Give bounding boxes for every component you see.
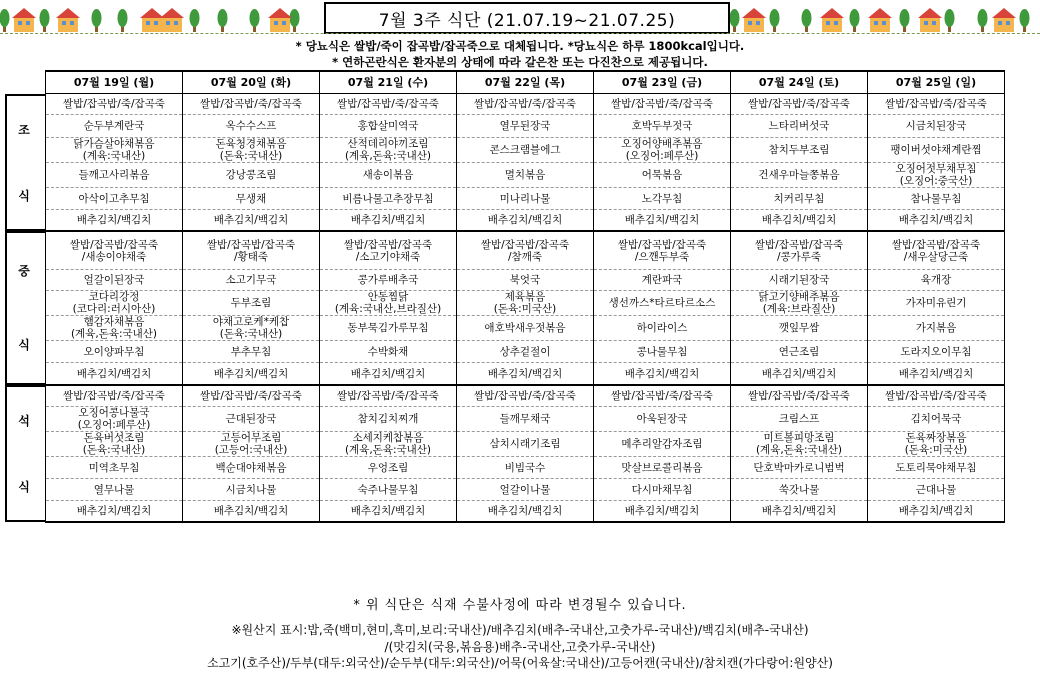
menu-cell — [320, 231, 457, 270]
dish-origin: (코다리:러시아산) — [72, 303, 156, 315]
menu-cell: 쌀밥/잡곡밥/죽/잡곡죽 — [46, 385, 183, 407]
menu-cell: 배추김치/백김치 — [183, 501, 320, 523]
menu-cell: 쌀밥/잡곡밥/죽/잡곡죽 — [320, 385, 457, 407]
menu-cell: 비빔국수 — [457, 457, 594, 479]
dish-name: 닭고기양배추볶음 — [758, 291, 840, 303]
menu-cell: 쌀밥/잡곡밥/죽/잡곡죽 — [868, 385, 1005, 407]
menu-cell: 새송이볶음 — [320, 163, 457, 188]
menu-cell: 호박두부젓국 — [594, 115, 731, 138]
menu-cell: 노각무침 — [594, 188, 731, 210]
origin-line-3: 소고기(호주산)/두부(대두:외국산)/순두부(대두:외국산)/어묵(어육살:국내산)/고등어캔(국내산)/참치캔(가다랑어:원양산) — [207, 656, 833, 670]
menu-cell: 배추김치/백김치 — [320, 210, 457, 232]
dish-origin: /새우살당근죽 — [903, 250, 969, 263]
dish-origin: (돈육:국내산) — [219, 150, 283, 162]
menu-cell: 들깨고사리볶음 — [46, 163, 183, 188]
menu-cell: 미나리나물 — [457, 188, 594, 210]
dish-name: 쌀밥/잡곡밥/잡곡죽 — [480, 238, 570, 251]
menu-cell: 도토리묵야채무침 — [868, 457, 1005, 479]
meal-label-top: 조 — [18, 123, 30, 137]
menu-cell — [868, 432, 1005, 457]
menu-cell: 배추김치/백김치 — [731, 210, 868, 232]
menu-cell: 메추리알감자조림 — [594, 432, 731, 457]
header — [0, 0, 1040, 38]
menu-cell: 얼갈이나물 — [457, 479, 594, 501]
menu-cell — [183, 138, 320, 163]
menu-cell: 가지볶음 — [868, 316, 1005, 341]
menu-cell: 오이양파무침 — [46, 341, 183, 363]
menu-cell: 깻잎무쌈 — [731, 316, 868, 341]
dish-origin: (계육:브라질산) — [762, 303, 836, 315]
dish-origin: (계육,돈육:국내산) — [344, 150, 432, 162]
day-header: 07월 20일 (화) — [183, 71, 320, 94]
origin-line-1: ※원산지 표시:밥,죽(백미,현미,흑미,보리:국내산)/배추김치(배추-국내산,고춧가루-국내산)/백김치(배추-국내산) — [231, 623, 809, 637]
menu-cell: 육개장 — [868, 270, 1005, 291]
meal-label-top: 중 — [18, 263, 30, 278]
menu-cell: 배추김치/백김치 — [594, 501, 731, 523]
ground-line — [0, 33, 1040, 34]
dish-name: 오징어양배추볶음 — [621, 138, 703, 150]
menu-cell: 팽이버섯야채계란찜 — [868, 138, 1005, 163]
dish-origin: /으깬두부죽 — [634, 250, 690, 263]
menu-cell — [731, 231, 868, 270]
menu-cell — [320, 138, 457, 163]
dish-origin: (계육:국내산) — [82, 150, 146, 162]
meal-block — [5, 231, 45, 385]
dish-name: 소세지케찹볶음 — [352, 432, 424, 444]
origin-line-2: /(맛김치(국용,볶음용)배추-국내산,고춧가루-국내산) — [384, 640, 656, 654]
menu-cell — [46, 138, 183, 163]
page-title: 7월 3주 식단 (21.07.19~21.07.25) — [324, 2, 730, 34]
day-header: 07월 21일 (수) — [320, 71, 457, 94]
menu-cell: 상추겉절이 — [457, 341, 594, 363]
menu-cell: 쑥갓나물 — [731, 479, 868, 501]
menu-cell: 쌀밥/잡곡밥/죽/잡곡죽 — [457, 385, 594, 407]
menu-cell: 쌀밥/잡곡밥/죽/잡곡죽 — [731, 385, 868, 407]
menu-cell: 배추김치/백김치 — [320, 501, 457, 523]
menu-cell — [46, 316, 183, 341]
menu-cell: 크림스프 — [731, 407, 868, 432]
menu-cell: 콩가루배추국 — [320, 270, 457, 291]
menu-cell — [46, 291, 183, 316]
dish-origin: (돈육:국내산) — [82, 444, 146, 456]
menu-cell: 배추김치/백김치 — [457, 210, 594, 232]
menu-cell: 배추김치/백김치 — [868, 501, 1005, 523]
dish-name: 코다리강정 — [88, 291, 140, 303]
menu-cell: 배추김치/백김치 — [183, 210, 320, 232]
menu-cell: 근대나물 — [868, 479, 1005, 501]
meal-block — [5, 94, 45, 232]
menu-cell — [320, 291, 457, 316]
menu-cell: 백순대야채볶음 — [183, 457, 320, 479]
dish-origin: (오징어:페루산) — [77, 419, 151, 431]
menu-cell: 배추김치/백김치 — [731, 363, 868, 386]
dish-name: 쌀밥/잡곡밥/잡곡죽 — [343, 238, 433, 251]
menu-cell: 동부묵김가루무침 — [320, 316, 457, 341]
meal-label-bottom: 식 — [18, 337, 30, 352]
footer-notice: * 위 식단은 식재 수불사정에 따라 변경될수 있습니다. — [353, 598, 687, 613]
meal-block — [5, 385, 45, 522]
menu-cell — [594, 138, 731, 163]
menu-cell: 쌀밥/잡곡밥/죽/잡곡죽 — [594, 385, 731, 407]
menu-cell: 쌀밥/잡곡밥/죽/잡곡죽 — [594, 94, 731, 115]
menu-cell: 건새우마늘쫑볶음 — [731, 163, 868, 188]
dish-origin: (돈육:미국산) — [493, 303, 557, 315]
menu-cell: 가자미유린기 — [868, 291, 1005, 316]
menu-cell: 단호박마카로니범벅 — [731, 457, 868, 479]
meal-label-top: 석 — [18, 414, 30, 429]
meal-label-bottom: 식 — [18, 189, 30, 203]
menu-cell: 배추김치/백김치 — [457, 363, 594, 386]
menu-cell: 순두부계란국 — [46, 115, 183, 138]
menu-cell: 수박화채 — [320, 341, 457, 363]
menu-cell: 쌀밥/잡곡밥/죽/잡곡죽 — [731, 94, 868, 115]
dish-name: 햄감자채볶음 — [83, 316, 145, 328]
menu-cell: 배추김치/백김치 — [868, 210, 1005, 232]
menu-cell: 시금치나물 — [183, 479, 320, 501]
menu-cell — [457, 291, 594, 316]
menu-cell: 쌀밥/잡곡밥/죽/잡곡죽 — [868, 94, 1005, 115]
dish-origin: (계육,돈육:국내산) — [755, 444, 843, 456]
dish-origin: /황태죽 — [234, 250, 268, 263]
menu-cell: 홍합살미역국 — [320, 115, 457, 138]
menu-cell: 배추김치/백김치 — [46, 363, 183, 386]
menu-cell: 강낭콩조림 — [183, 163, 320, 188]
menu-cell: 콘스크램블에그 — [457, 138, 594, 163]
menu-cell: 아삭이고추무침 — [46, 188, 183, 210]
menu-cell: 하이라이스 — [594, 316, 731, 341]
day-header: 07월 24일 (토) — [731, 71, 868, 94]
menu-cell: 소고기무국 — [183, 270, 320, 291]
menu-cell — [868, 231, 1005, 270]
dish-name: 쌀밥/잡곡밥/잡곡죽 — [69, 238, 159, 251]
menu-cell: 쌀밥/잡곡밥/죽/잡곡죽 — [457, 94, 594, 115]
menu-cell: 어묵볶음 — [594, 163, 731, 188]
menu-cell: 비름나물고추장무침 — [320, 188, 457, 210]
menu-cell: 김치어묵국 — [868, 407, 1005, 432]
menu-cell: 숙주나물무침 — [320, 479, 457, 501]
menu-cell — [183, 316, 320, 341]
menu-cell: 참나물무침 — [868, 188, 1005, 210]
menu-cell — [320, 432, 457, 457]
dish-origin: (오징어:중국산) — [899, 175, 973, 187]
dish-origin: (고등어:국내산) — [214, 444, 288, 456]
menu-cell — [731, 291, 868, 316]
menu-cell: 멸치볶음 — [457, 163, 594, 188]
menu-cell — [183, 432, 320, 457]
dish-origin: /콩가루죽 — [776, 250, 822, 263]
notice-dysphagia: * 연하곤란식은 환자분의 상태에 따라 갈은찬 또는 다진찬으로 제공됩니다. — [332, 55, 708, 69]
dish-name: 미트볼피망조림 — [763, 432, 835, 444]
menu-cell: 시래기된장국 — [731, 270, 868, 291]
dish-origin: (계육,돈육:국내산) — [344, 444, 432, 456]
menu-cell — [46, 432, 183, 457]
menu-cell: 무생채 — [183, 188, 320, 210]
menu-cell — [868, 163, 1005, 188]
dish-origin: (돈육:미국산) — [904, 444, 968, 456]
dish-name: 안동찜닭 — [367, 291, 409, 303]
menu-cell: 배추김치/백김치 — [731, 501, 868, 523]
menu-cell: 느타리버섯국 — [731, 115, 868, 138]
dish-name: 돈육버섯조림 — [83, 432, 145, 444]
dish-origin: /새송이야채죽 — [81, 250, 147, 263]
menu-cell: 시금치된장국 — [868, 115, 1005, 138]
dish-name: 제육볶음 — [504, 291, 546, 303]
menu-cell: 배추김치/백김치 — [320, 363, 457, 386]
menu-cell: 우엉조림 — [320, 457, 457, 479]
menu-cell — [731, 432, 868, 457]
menu-cell: 배추김치/백김치 — [183, 363, 320, 386]
dish-name: 닭가슴살야채볶음 — [73, 138, 155, 150]
dish-origin: /소고기야채죽 — [355, 250, 421, 263]
menu-cell: 들깨무채국 — [457, 407, 594, 432]
menu-cell: 생선까스*타르타르소스 — [594, 291, 731, 316]
menu-cell — [594, 231, 731, 270]
menu-cell: 쌀밥/잡곡밥/죽/잡곡죽 — [320, 94, 457, 115]
menu-cell: 다시마채무침 — [594, 479, 731, 501]
menu-cell: 계란파국 — [594, 270, 731, 291]
dish-name: 고등어무조림 — [220, 432, 282, 444]
menu-cell: 삼치시래기조림 — [457, 432, 594, 457]
menu-cell: 미역초무침 — [46, 457, 183, 479]
house-tree-decoration-icon — [0, 4, 320, 34]
menu-cell: 두부조림 — [183, 291, 320, 316]
menu-cell: 근대된장국 — [183, 407, 320, 432]
dish-name: 쌀밥/잡곡밥/잡곡죽 — [617, 238, 707, 251]
menu-cell: 맛살브로콜리볶음 — [594, 457, 731, 479]
day-header: 07월 23일 (금) — [594, 71, 731, 94]
menu-cell: 배추김치/백김치 — [46, 501, 183, 523]
dish-name: 쌀밥/잡곡밥/잡곡죽 — [891, 238, 981, 251]
menu-cell — [46, 231, 183, 270]
dish-name: 쌀밥/잡곡밥/잡곡죽 — [206, 238, 296, 251]
menu-cell: 배추김치/백김치 — [594, 210, 731, 232]
menu-cell: 열무된장국 — [457, 115, 594, 138]
dish-name: 오징어콩나물국 — [78, 407, 150, 419]
dish-name: 산적데리야끼조림 — [347, 138, 429, 150]
menu-cell: 배추김치/백김치 — [594, 363, 731, 386]
dish-origin: /참깨죽 — [508, 250, 542, 263]
meal-label-bottom: 식 — [18, 480, 30, 495]
menu-cell: 옥수수스프 — [183, 115, 320, 138]
dish-name: 돈육짜장볶음 — [905, 432, 967, 444]
dish-name: 오징어젓무채무침 — [895, 163, 977, 175]
dish-origin: (오징어:페루산) — [625, 150, 699, 162]
menu-cell: 배추김치/백김치 — [46, 210, 183, 232]
dish-name: 돈육청경채볶음 — [215, 138, 287, 150]
menu-cell: 얼갈이된장국 — [46, 270, 183, 291]
menu-cell: 쌀밥/잡곡밥/죽/잡곡죽 — [46, 94, 183, 115]
menu-cell: 열무나물 — [46, 479, 183, 501]
menu-cell: 아욱된장국 — [594, 407, 731, 432]
menu-cell: 콩나물무침 — [594, 341, 731, 363]
dish-origin: (돈육:국내산) — [219, 328, 283, 340]
menu-cell: 치커리무침 — [731, 188, 868, 210]
menu-cell — [457, 231, 594, 270]
menu-cell: 도라지오이무침 — [868, 341, 1005, 363]
notice-diabetic: * 당뇨식은 쌀밥/죽이 잡곡밥/잡곡죽으로 대체됩니다. *당뇨식은 하루 1800kcal입니다. — [295, 39, 745, 53]
menu-cell: 연근조림 — [731, 341, 868, 363]
dish-name: 야채고로케*케찹 — [212, 316, 290, 328]
day-header: 07월 25일 (일) — [868, 71, 1005, 94]
menu-cell: 쌀밥/잡곡밥/죽/잡곡죽 — [183, 385, 320, 407]
day-header: 07월 19일 (월) — [46, 71, 183, 94]
menu-cell: 부추무침 — [183, 341, 320, 363]
house-tree-decoration-icon — [730, 4, 1040, 34]
menu-cell: 북엇국 — [457, 270, 594, 291]
menu-cell: 배추김치/백김치 — [868, 363, 1005, 386]
menu-cell: 쌀밥/잡곡밥/죽/잡곡죽 — [183, 94, 320, 115]
menu-cell: 애호박새우젓볶음 — [457, 316, 594, 341]
dish-origin: (계육:국내산,브라질산) — [334, 303, 442, 315]
menu-cell: 참치김치찌개 — [320, 407, 457, 432]
day-header: 07월 22일 (목) — [457, 71, 594, 94]
menu-cell: 참치두부조림 — [731, 138, 868, 163]
menu-table — [45, 70, 1005, 523]
menu-cell: 배추김치/백김치 — [457, 501, 594, 523]
dish-name: 쌀밥/잡곡밥/잡곡죽 — [754, 238, 844, 251]
menu-cell — [183, 231, 320, 270]
dish-origin: (계육,돈육:국내산) — [70, 328, 158, 340]
menu-cell — [46, 407, 183, 432]
